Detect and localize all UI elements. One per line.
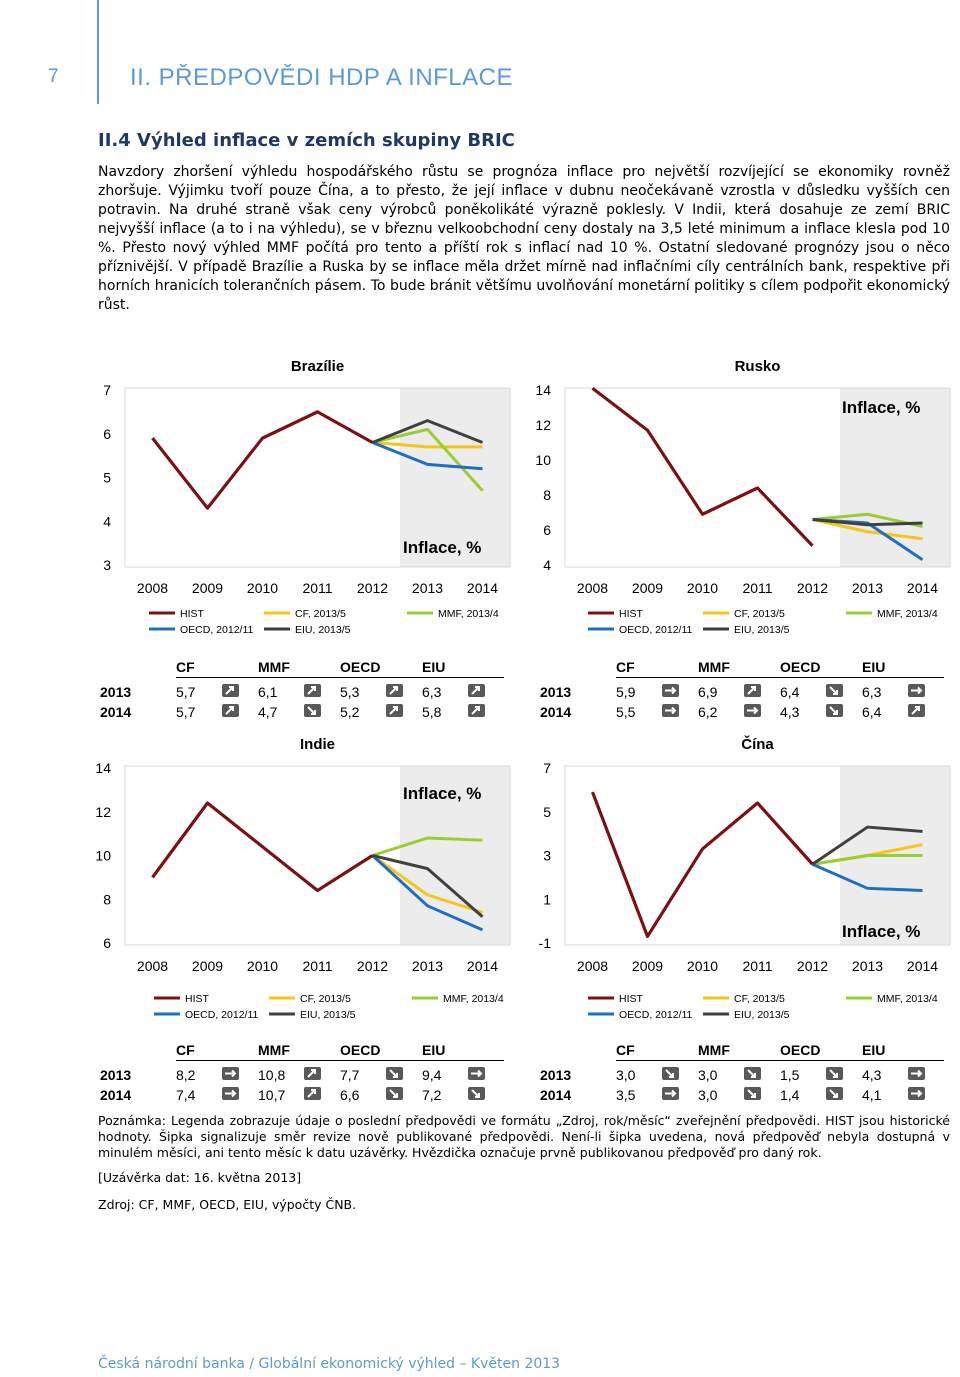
y-tick-label: 4	[103, 513, 111, 530]
page-footer: Česká národní banka / Globální ekonomický výhled – Květen 2013	[98, 1356, 561, 1372]
x-tick-label: 2010	[686, 580, 719, 595]
arrow-cell	[662, 682, 698, 702]
y-tick-label: 7	[103, 382, 111, 398]
forecast-value: 3,5	[616, 1086, 636, 1103]
forecast-value: 6,4	[862, 703, 882, 720]
forecast-value: 1,4	[780, 1086, 800, 1103]
legend-russia	[584, 605, 960, 641]
arrow-right-icon	[908, 1067, 925, 1080]
legend-label: CF, 2013/5	[295, 608, 346, 620]
forecast-value: 4,3	[780, 703, 800, 720]
arrow-up-icon	[304, 1067, 321, 1080]
row-year: 2013	[540, 1066, 572, 1083]
row-year: 2014	[100, 703, 132, 720]
forecast-value: 1,5	[780, 1066, 800, 1083]
arrow-cell	[908, 1065, 944, 1085]
row-year: 2013	[540, 683, 572, 700]
arrow-cell	[744, 702, 780, 722]
x-tick-label: 2008	[136, 580, 169, 595]
x-tick-label: 2010	[246, 958, 279, 973]
forecast-value: 8,2	[176, 1066, 196, 1083]
table-header-row	[100, 1040, 504, 1061]
arrow-cell	[908, 682, 944, 702]
inflation-label: Inflace, %	[403, 784, 482, 803]
closing-date: [Uzávěrka dat: 16. května 2013]	[98, 1170, 302, 1185]
x-tick-label: 2012	[796, 958, 829, 973]
arrow-cell	[304, 702, 340, 722]
forecast-value: 4,1	[862, 1086, 882, 1103]
y-tick-label: -1	[538, 935, 551, 951]
column-header: OECD	[780, 1040, 862, 1061]
arrow-right-icon	[468, 1067, 485, 1080]
note-paragraph: Poznámka: Legenda zobrazuje údaje o poslední předpovědi ve formátu „Zdroj, rok/měsíc“ zveřejnění předpovědi. HIST jsou historické hodnoty. Šipka signalizuje směr revize nově publikované předpovědi. Není-li šipka uvedena, nová předpověď nebyla dostupná v minulém měsíci, ani tento měsíc k datu uzávěrky. Hvězdička označuje prvně publikovanou předpověď pro daný rok.	[98, 1113, 950, 1160]
arrow-down-icon	[826, 1087, 843, 1100]
arrow-cell	[468, 1065, 504, 1085]
arrow-cell	[826, 682, 862, 702]
arrow-up-icon	[222, 704, 239, 717]
arrow-up-icon	[468, 684, 485, 697]
x-tick-label: 2013	[851, 580, 884, 595]
y-tick-label: 1	[543, 891, 551, 908]
header-blank	[100, 657, 176, 678]
x-tick-label: 2011	[742, 958, 773, 973]
legend-label: OECD, 2012/11	[619, 1009, 693, 1021]
legend-label: MMF, 2013/4	[438, 608, 499, 620]
chart-china-svg	[520, 733, 960, 973]
chart-title: Brazílie	[290, 358, 345, 375]
x-tick-label: 2014	[906, 958, 939, 973]
column-header: MMF	[698, 657, 780, 678]
legend-label: MMF, 2013/4	[443, 993, 504, 1005]
forecast-value: 5,2	[340, 703, 360, 720]
intro-paragraph: Navzdory zhoršení výhledu hospodářského růstu se prognóza inflace pro největší rozvíjející se ekonomiky rovněž zhoršuje. Výjimku tvoří pouze Čína, a to přesto, že její inflace v dubnu neočekávaně vzrostla v důsledku vyšších cen potravin. Na druhé straně však ceny výrobců poněkolikáté výrazně poklesly. V Indii, která dosahuje ze zemí BRIC nejvyšší inflace (a to i na výhledu), se v březnu velkoobchodní ceny dostaly na 3,5 leté minimum a inflace klesla pod 10 %. Přesto nový výhled MMF počítá pro tento a příští rok s inflací nad 10 %. Ostatní sledované prognózy jsou o něco příznivější. V případě Brazílie a Ruska by se inflace měla držet mírně nad inflačními cíly centrálních bank, respektive při horních hranicích tolerančních pásem. To bude bránit většímu uvolňování monetární politiky s cílem podpořit ekonomický růst.	[98, 164, 950, 313]
y-tick-label: 6	[543, 522, 551, 538]
arrow-right-icon	[222, 1067, 239, 1080]
x-tick-label: 2012	[356, 580, 389, 595]
forecast-value: 10,8	[258, 1066, 286, 1083]
y-tick-label: 14	[95, 760, 111, 776]
column-header: CF	[616, 657, 698, 678]
x-tick-label: 2010	[686, 958, 719, 973]
arrow-down-icon	[826, 1067, 843, 1080]
arrow-up-icon	[304, 1087, 321, 1100]
legend-label: HIST	[180, 608, 204, 620]
arrow-cell	[222, 682, 258, 702]
x-tick-label: 2009	[191, 958, 224, 973]
arrow-cell	[222, 702, 258, 722]
arrow-down-icon	[304, 704, 321, 717]
arrow-cell	[826, 1065, 862, 1085]
table-row	[100, 1085, 504, 1105]
table-header-row	[100, 657, 504, 678]
column-header: MMF	[258, 1040, 340, 1061]
forecast-value: 5,7	[176, 683, 196, 700]
column-header: EIU	[422, 1040, 504, 1061]
table-header-row	[540, 657, 944, 678]
legend-label: HIST	[185, 993, 209, 1005]
x-tick-label: 2010	[246, 580, 279, 595]
column-header: EIU	[862, 657, 944, 678]
legend-label: CF, 2013/5	[734, 608, 785, 620]
arrow-down-icon	[826, 684, 843, 697]
arrow-right-icon	[908, 1087, 925, 1100]
y-tick-label: 6	[103, 935, 111, 951]
legend-brazil	[145, 605, 545, 641]
y-tick-label: 3	[543, 847, 551, 864]
page-number: 7	[48, 66, 59, 87]
chart-brazil-svg	[80, 355, 520, 595]
x-tick-label: 2013	[411, 580, 444, 595]
y-tick-label: 4	[543, 557, 551, 573]
arrow-cell	[468, 702, 504, 722]
source-line: Zdroj: CF, MMF, OECD, EIU, výpočty ČNB.	[98, 1197, 357, 1212]
arrow-cell	[744, 682, 780, 702]
arrow-cell	[826, 702, 862, 722]
x-tick-label: 2013	[851, 958, 884, 973]
arrow-down-icon	[468, 1087, 485, 1100]
y-tick-label: 6	[103, 425, 111, 442]
inflation-label: Inflace, %	[403, 538, 482, 557]
forecast-table-india	[100, 1040, 504, 1105]
y-tick-label: 8	[543, 487, 551, 503]
y-tick-label: 5	[103, 469, 111, 486]
legend-label: HIST	[619, 608, 643, 620]
x-tick-label: 2012	[356, 958, 389, 973]
table-row	[540, 702, 944, 722]
inflation-label: Inflace, %	[842, 398, 921, 417]
column-header: OECD	[340, 657, 422, 678]
forecast-value: 10,7	[258, 1086, 286, 1103]
table-row	[540, 1065, 944, 1085]
forecast-value: 6,4	[780, 683, 800, 700]
arrow-right-icon	[908, 684, 925, 697]
arrow-cell	[386, 682, 422, 702]
forecast-table-china	[540, 1040, 944, 1105]
forecast-value: 4,3	[862, 1066, 882, 1083]
row-year: 2014	[540, 1086, 572, 1103]
x-tick-label: 2008	[576, 580, 609, 595]
series-line-hist	[153, 412, 373, 508]
forecast-table-russia	[540, 657, 944, 722]
column-header: EIU	[862, 1040, 944, 1061]
forecast-value: 5,7	[176, 703, 196, 720]
legend-label: MMF, 2013/4	[877, 608, 938, 620]
arrow-right-icon	[662, 684, 679, 697]
y-tick-label: 7	[543, 760, 551, 776]
legend-label: EIU, 2013/5	[295, 624, 351, 636]
row-year: 2013	[100, 683, 132, 700]
arrow-cell	[744, 1065, 780, 1085]
arrow-right-icon	[662, 704, 679, 717]
y-tick-label: 8	[103, 891, 111, 908]
table-row	[100, 1065, 504, 1085]
forecast-value: 9,4	[422, 1066, 442, 1083]
column-header: MMF	[258, 657, 340, 678]
forecast-value: 6,1	[258, 683, 278, 700]
arrow-up-icon	[386, 704, 403, 717]
forecast-value: 6,2	[698, 703, 718, 720]
header-blank	[540, 657, 616, 678]
arrow-up-icon	[386, 684, 403, 697]
legend-label: OECD, 2012/11	[185, 1009, 259, 1021]
table-header-row	[540, 1040, 944, 1061]
arrow-down-icon	[744, 1067, 761, 1080]
arrow-up-icon	[468, 704, 485, 717]
section-title: II. PŘEDPOVĚDI HDP A INFLACE	[130, 64, 513, 91]
table-row	[100, 702, 504, 722]
column-header: EIU	[422, 657, 504, 678]
forecast-value: 5,8	[422, 703, 442, 720]
arrow-cell	[222, 1065, 258, 1085]
inflation-label: Inflace, %	[842, 922, 921, 941]
series-line-hist	[153, 803, 373, 891]
x-tick-label: 2008	[136, 958, 169, 973]
forecast-value: 7,7	[340, 1066, 360, 1083]
y-tick-label: 3	[103, 557, 111, 573]
arrow-cell	[744, 1085, 780, 1105]
forecast-value: 6,3	[422, 683, 442, 700]
forecast-value: 3,0	[698, 1066, 718, 1083]
arrow-down-icon	[386, 1067, 403, 1080]
chart-russia	[520, 355, 960, 595]
chart-title: Rusko	[734, 358, 781, 375]
column-header: MMF	[698, 1040, 780, 1061]
arrow-cell	[222, 1085, 258, 1105]
column-header: CF	[176, 657, 258, 678]
arrow-cell	[662, 1065, 698, 1085]
chart-title: Indie	[299, 736, 336, 753]
header-divider	[97, 0, 99, 104]
forecast-value: 6,9	[698, 683, 718, 700]
forecast-value: 3,0	[698, 1086, 718, 1103]
forecast-value: 7,2	[422, 1086, 442, 1103]
arrow-right-icon	[662, 1087, 679, 1100]
legend-label: CF, 2013/5	[300, 993, 351, 1005]
legend-label: HIST	[619, 993, 643, 1005]
chart-india	[80, 733, 520, 973]
row-year: 2014	[540, 703, 572, 720]
column-header: CF	[616, 1040, 698, 1061]
header-blank	[540, 1040, 616, 1061]
forecast-value: 5,5	[616, 703, 636, 720]
legend-label: MMF, 2013/4	[877, 993, 938, 1005]
series-line-hist	[593, 388, 813, 546]
chart-india-svg	[80, 733, 520, 973]
arrow-up-icon	[222, 684, 239, 697]
arrow-cell	[304, 1065, 340, 1085]
arrow-right-icon	[222, 1087, 239, 1100]
row-year: 2013	[100, 1066, 132, 1083]
x-tick-label: 2011	[302, 580, 333, 595]
x-tick-label: 2012	[796, 580, 829, 595]
table-row	[540, 682, 944, 702]
arrow-down-icon	[662, 1067, 679, 1080]
x-tick-label: 2011	[742, 580, 773, 595]
forecast-value: 5,3	[340, 683, 360, 700]
forecast-value: 3,0	[616, 1066, 636, 1083]
arrow-cell	[386, 1065, 422, 1085]
arrow-cell	[908, 1085, 944, 1105]
x-tick-label: 2011	[302, 958, 333, 973]
arrow-down-icon	[826, 704, 843, 717]
arrow-right-icon	[744, 704, 761, 717]
forecast-table-brazil	[100, 657, 504, 722]
arrow-cell	[826, 1085, 862, 1105]
legend-label: OECD, 2012/11	[180, 624, 254, 636]
chart-russia-svg	[520, 355, 960, 595]
legend-label: OECD, 2012/11	[619, 624, 693, 636]
arrow-cell	[468, 1085, 504, 1105]
arrow-cell	[386, 1085, 422, 1105]
x-tick-label: 2014	[466, 580, 499, 595]
arrow-cell	[662, 1085, 698, 1105]
x-tick-label: 2009	[631, 958, 664, 973]
y-tick-label: 14	[535, 382, 551, 398]
x-tick-label: 2014	[906, 580, 939, 595]
table-row	[540, 1085, 944, 1105]
chart-title: Čína	[741, 736, 774, 753]
arrow-up-icon	[304, 684, 321, 697]
y-tick-label: 10	[95, 847, 111, 864]
x-tick-label: 2009	[191, 580, 224, 595]
x-tick-label: 2014	[466, 958, 499, 973]
forecast-value: 7,4	[176, 1086, 196, 1103]
forecast-value: 6,3	[862, 683, 882, 700]
arrow-cell	[386, 702, 422, 722]
y-tick-label: 10	[535, 452, 551, 468]
chart-brazil	[80, 355, 520, 595]
legend-label: EIU, 2013/5	[300, 1009, 356, 1021]
x-tick-label: 2013	[411, 958, 444, 973]
arrow-up-icon	[908, 704, 925, 717]
chart-china	[520, 733, 960, 973]
arrow-cell	[304, 1085, 340, 1105]
legend-india	[150, 990, 550, 1026]
legend-label: CF, 2013/5	[734, 993, 785, 1005]
column-header: OECD	[340, 1040, 422, 1061]
arrow-down-icon	[386, 1087, 403, 1100]
column-header: OECD	[780, 657, 862, 678]
forecast-value: 5,9	[616, 683, 636, 700]
arrow-cell	[304, 682, 340, 702]
forecast-value: 6,6	[340, 1086, 360, 1103]
arrow-up-icon	[744, 684, 761, 697]
arrow-cell	[468, 682, 504, 702]
row-year: 2014	[100, 1086, 132, 1103]
legend-label: EIU, 2013/5	[734, 624, 790, 636]
column-header: CF	[176, 1040, 258, 1061]
table-row	[100, 682, 504, 702]
y-tick-label: 5	[543, 803, 551, 820]
y-tick-label: 12	[535, 417, 551, 433]
legend-label: EIU, 2013/5	[734, 1009, 790, 1021]
header-blank	[100, 1040, 176, 1061]
forecast-value: 4,7	[258, 703, 278, 720]
x-tick-label: 2008	[576, 958, 609, 973]
arrow-cell	[908, 702, 944, 722]
x-tick-label: 2009	[631, 580, 664, 595]
arrow-cell	[662, 702, 698, 722]
arrow-down-icon	[744, 1087, 761, 1100]
subsection-title: II.4 Výhled inflace v zemích skupiny BRIC	[98, 130, 515, 151]
legend-china	[584, 990, 960, 1026]
series-line-hist	[593, 792, 813, 936]
y-tick-label: 12	[95, 803, 111, 820]
